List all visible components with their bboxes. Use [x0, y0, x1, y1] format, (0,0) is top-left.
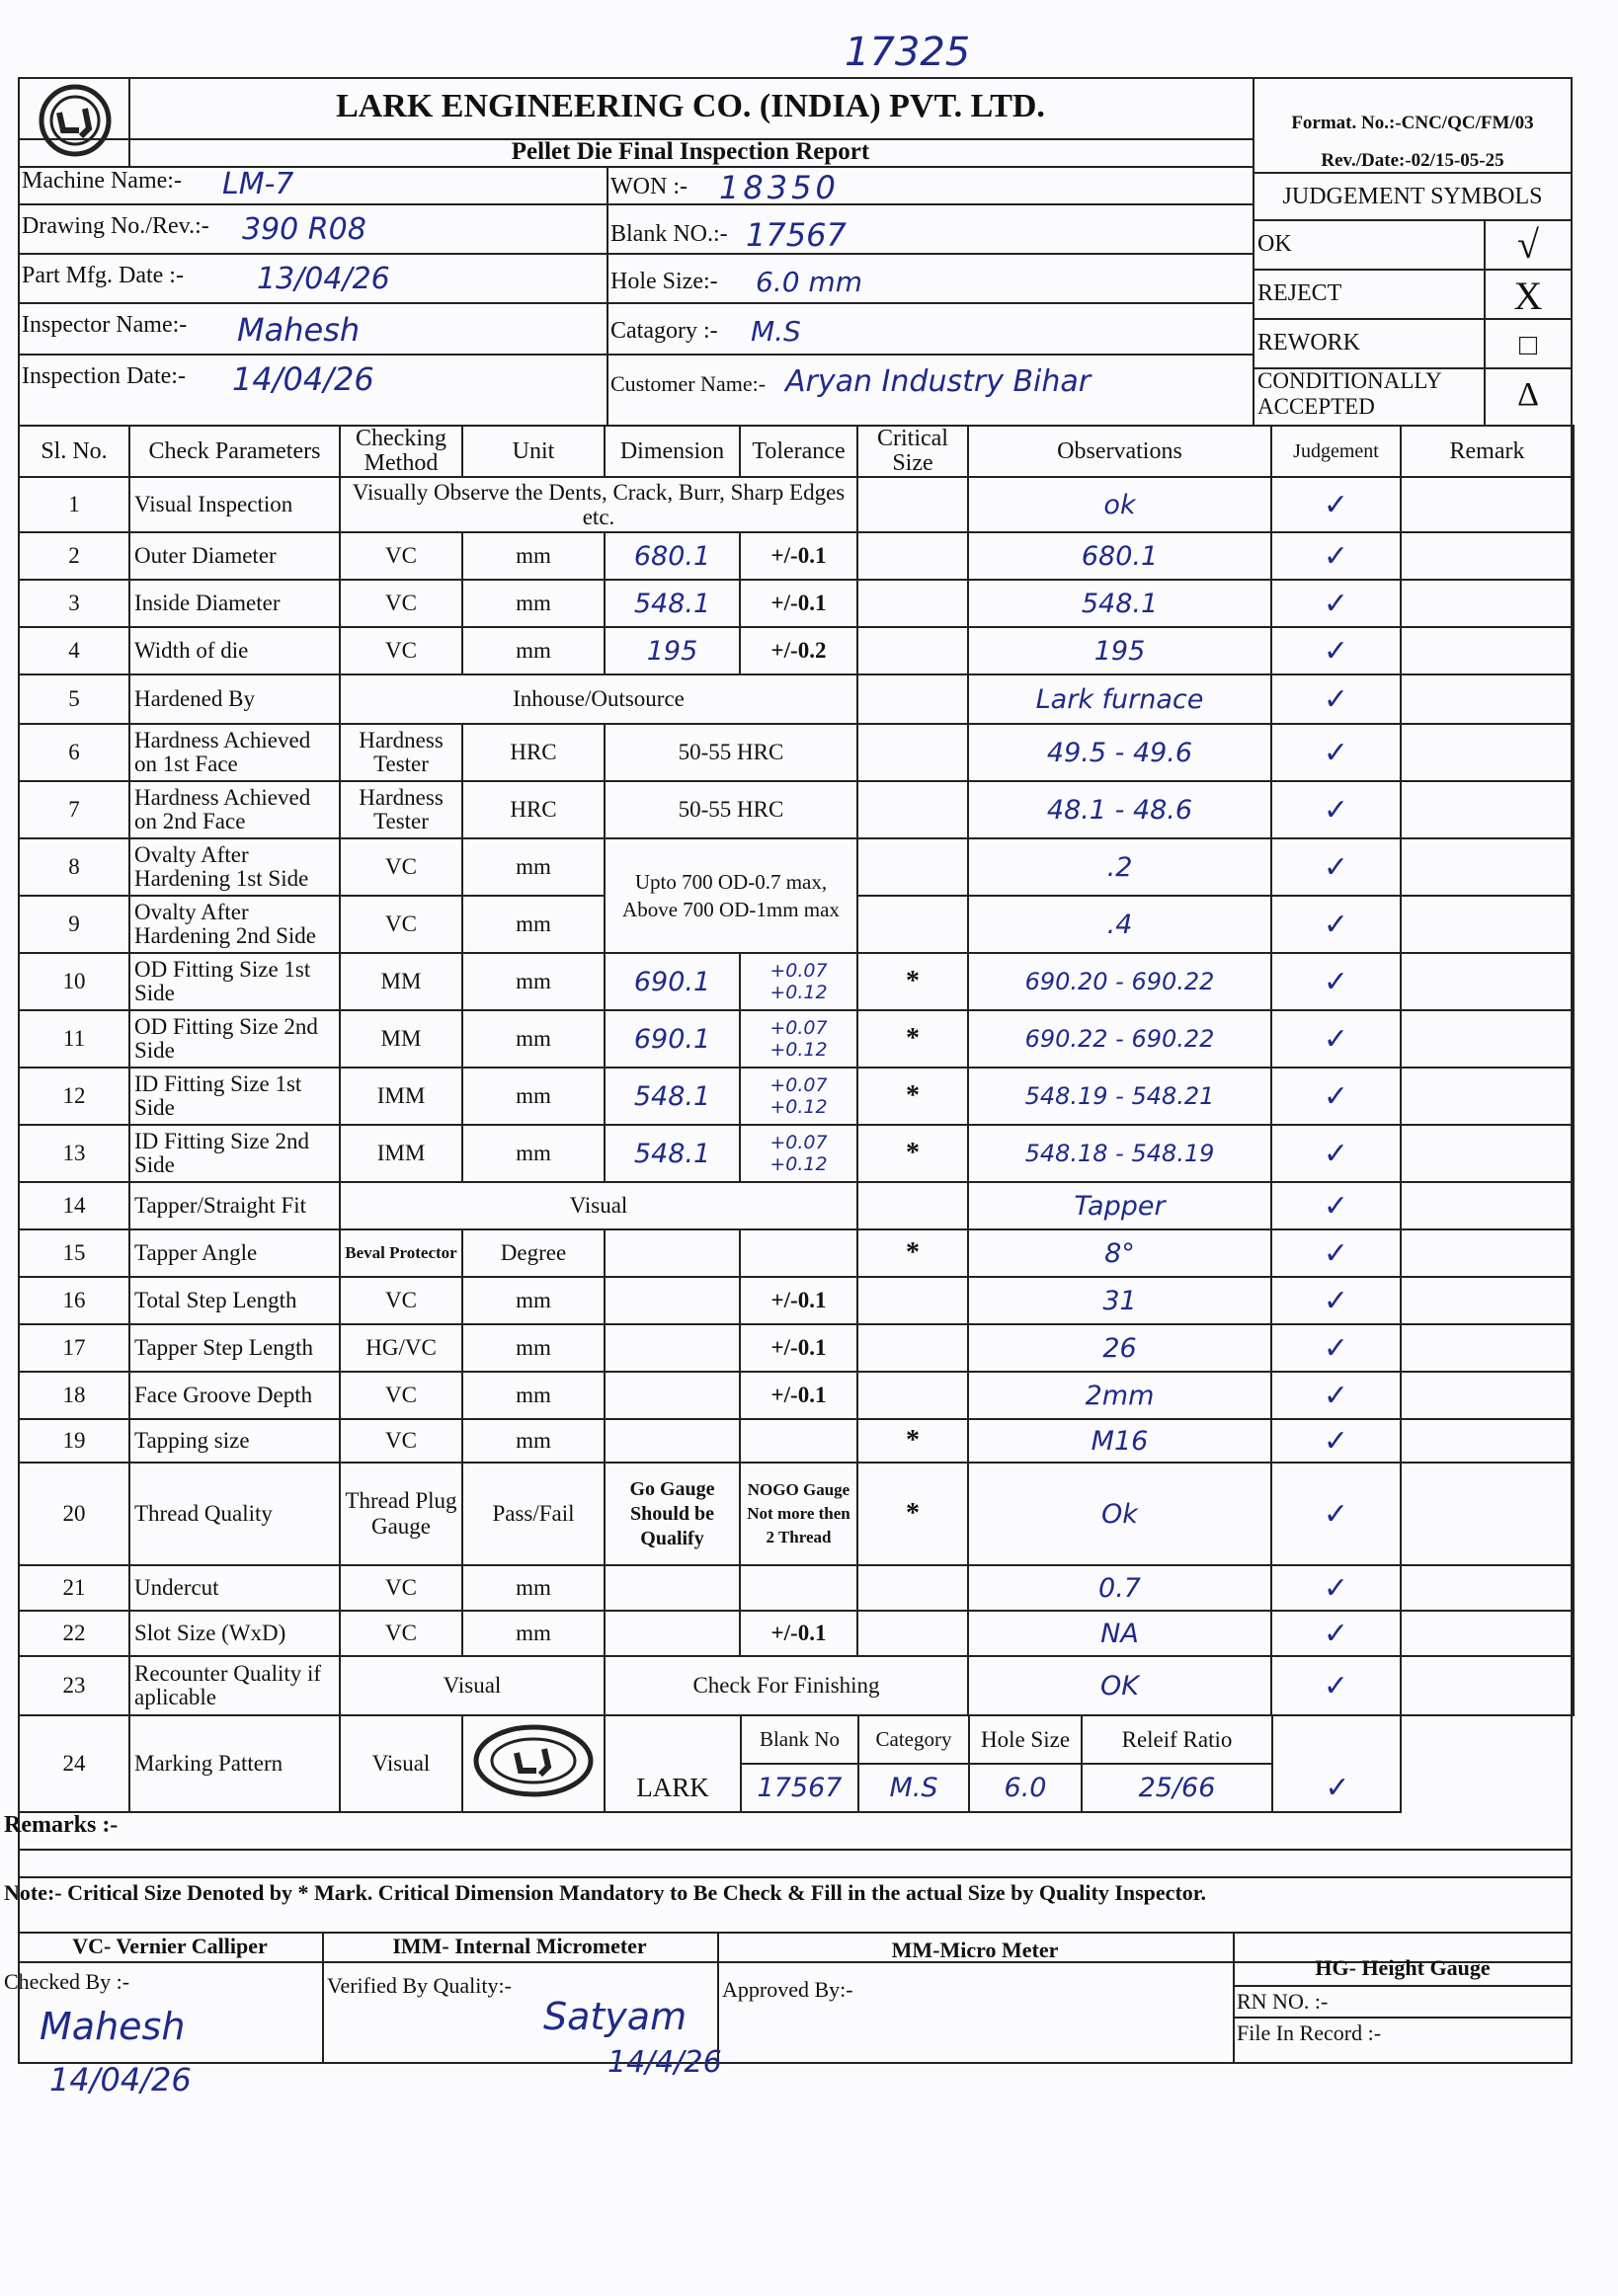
row-tolerance-lower: +0.12: [769, 1096, 828, 1118]
row-unit: mm: [462, 1611, 605, 1656]
table-row: [19, 1324, 1574, 1372]
row-tolerance-upper: +0.07: [769, 1017, 828, 1039]
legend-imm: IMM- Internal Micrometer: [392, 1934, 647, 1958]
table-row: [19, 838, 1574, 896]
row-judgement: ✓: [1271, 838, 1401, 896]
row-tolerance-lower: +0.12: [769, 1153, 828, 1175]
row-param: Tapper Step Length: [129, 1324, 340, 1372]
row-method: HG/VC: [340, 1324, 462, 1372]
row-tolerance-lower: +0.12: [769, 982, 828, 1003]
row-observation: .2: [968, 838, 1271, 896]
critical-asterisk: *: [857, 1068, 968, 1125]
row-param: Total Step Length: [129, 1277, 340, 1324]
report-title: Pellet Die Final Inspection Report: [511, 138, 870, 165]
row-param: Ovalty After Hardening 2nd Side: [129, 896, 340, 953]
table-row: [19, 1125, 1574, 1182]
row-dimension: 680.1: [605, 532, 740, 580]
row-observation: 26: [968, 1324, 1271, 1372]
row-observation: 680.1: [968, 532, 1271, 580]
row-observation: Tapper: [968, 1182, 1271, 1229]
handwritten-doc-number: 17325: [845, 30, 971, 75]
row-method: Beval Protector: [340, 1229, 462, 1277]
row-sl: 13: [19, 1125, 129, 1182]
row-sl: 5: [19, 674, 129, 724]
inspection-table: [18, 425, 1575, 1813]
row-sl: 16: [19, 1277, 129, 1324]
row-span-text: Visually Observe the Dents, Crack, Burr, Sharp Edges etc.: [340, 477, 857, 532]
col-dimension: Dimension: [605, 426, 740, 477]
row-sl: 22: [19, 1611, 129, 1656]
row-span-check: Check For Finishing: [605, 1656, 968, 1715]
critical-size-note: Note:- Critical Size Denoted by * Mark. Critical Dimension Mandatory to Be Check & Fill in the actual Size by Quality Inspector.: [4, 1880, 1207, 1905]
table-row: [19, 1277, 1574, 1324]
table-header-row: [19, 426, 1574, 477]
row-param: Face Groove Depth: [129, 1372, 340, 1419]
row-param: Hardness Achieved on 2nd Face: [129, 781, 340, 838]
rework-square-icon: □: [1518, 329, 1538, 361]
row-param: Thread Quality: [129, 1463, 340, 1565]
machine-name-label: Machine Name:-: [22, 168, 182, 194]
row-judgement: ✓: [1271, 1372, 1401, 1419]
critical-asterisk: *: [857, 1419, 968, 1463]
inspector-name-value: Mahesh: [237, 311, 361, 349]
marking-details: [606, 1716, 1401, 1811]
row-method: Visual: [340, 1715, 462, 1812]
row-tolerance: +/-0.1: [740, 1611, 857, 1656]
row-tolerance-upper: +0.07: [769, 1074, 828, 1096]
symbol-reject-label: REJECT: [1257, 280, 1342, 306]
verified-by-date: 14/4/26: [607, 2045, 722, 2080]
row-observation: Ok: [968, 1463, 1271, 1565]
row-method: MM: [340, 953, 462, 1010]
row-tolerance: +/-0.1: [740, 1277, 857, 1324]
table-row: [19, 1463, 1574, 1565]
inspector-name-label: Inspector Name:-: [22, 312, 188, 338]
row-tolerance: NOGO Gauge Not more then 2 Thread: [740, 1463, 857, 1565]
table-row: [19, 1611, 1574, 1656]
row-sl: 7: [19, 781, 129, 838]
row-param: Slot Size (WxD): [129, 1611, 340, 1656]
relief-ratio-value: 25/66: [1082, 1764, 1272, 1811]
row-param: Tapper/Straight Fit: [129, 1182, 340, 1229]
row-judgement: ✓: [1271, 627, 1401, 674]
col-observations: Observations: [968, 426, 1271, 477]
row-observation: 195: [968, 627, 1271, 674]
drawing-no-value: 390 R08: [242, 212, 366, 247]
row-judgement: ✓: [1271, 724, 1401, 781]
row-judgement: ✓: [1271, 896, 1401, 953]
row-observation: .4: [968, 896, 1271, 953]
row-method: Hardness Tester: [340, 781, 462, 838]
row-unit: mm: [462, 1068, 605, 1125]
row-tolerance: +/-0.2: [740, 627, 857, 674]
row-tolerance: +/-0.1: [740, 532, 857, 580]
row-sl: 3: [19, 580, 129, 627]
row-unit: mm: [462, 896, 605, 953]
row-unit: mm: [462, 532, 605, 580]
row-param: Hardness Achieved on 1st Face: [129, 724, 340, 781]
revision-date: Rev./Date:-02/15-05-25: [1321, 150, 1504, 171]
row-param: Inside Diameter: [129, 580, 340, 627]
row-method: IMM: [340, 1068, 462, 1125]
critical-asterisk: *: [857, 953, 968, 1010]
col-check-parameters: Check Parameters: [129, 426, 340, 477]
row-sl: 14: [19, 1182, 129, 1229]
legend-hg: HG- Height Gauge: [1315, 1955, 1491, 1980]
row-tolerance: +/-0.1: [740, 1324, 857, 1372]
row-judgement: ✓: [1271, 1182, 1401, 1229]
table-row: [19, 1656, 1574, 1715]
relief-ratio-label: Releif Ratio: [1082, 1716, 1272, 1764]
row-dimension-tolerance: 50-55 HRC: [605, 781, 857, 838]
row-unit: mm: [462, 580, 605, 627]
hole-size-value: 6.0: [969, 1764, 1082, 1811]
col-tolerance: Tolerance: [740, 426, 857, 477]
table-row: [19, 627, 1574, 674]
row-dimension: 690.1: [605, 1010, 740, 1068]
table-row: [19, 1565, 1574, 1611]
row-tolerance-upper: +0.07: [769, 960, 828, 982]
drawing-no-label: Drawing No./Rev.:-: [22, 213, 209, 239]
row-sl: 2: [19, 532, 129, 580]
row-param: OD Fitting Size 1st Side: [129, 953, 340, 1010]
checked-by-date: 14/04/26: [49, 2061, 192, 2098]
lark-text: LARK: [606, 1764, 741, 1811]
row-observation: 31: [968, 1277, 1271, 1324]
hole-size-label: Hole Size: [969, 1716, 1082, 1764]
row-unit: HRC: [462, 781, 605, 838]
row-judgement: ✓: [1271, 1068, 1401, 1125]
col-unit: Unit: [462, 426, 605, 477]
row-param: Tapper Angle: [129, 1229, 340, 1277]
row-param: OD Fitting Size 2nd Side: [129, 1010, 340, 1068]
row-sl: 17: [19, 1324, 129, 1372]
row-dimension: 548.1: [605, 1125, 740, 1182]
row-observation: 2mm: [968, 1372, 1271, 1419]
verified-by-label: Verified By Quality:-: [327, 1973, 512, 1998]
row-unit: mm: [462, 1010, 605, 1068]
row-observation: 548.19 - 548.21: [968, 1068, 1271, 1125]
row-tolerance: +/-0.1: [740, 1372, 857, 1419]
row-judgement: ✓: [1271, 1656, 1401, 1715]
critical-asterisk: *: [857, 1010, 968, 1068]
row-observation: 48.1 - 48.6: [968, 781, 1271, 838]
row-sl: 23: [19, 1656, 129, 1715]
row-sl: 1: [19, 477, 129, 532]
row-judgement: ✓: [1271, 1229, 1401, 1277]
row-judgement: ✓: [1272, 1764, 1401, 1811]
row-method: MM: [340, 1010, 462, 1068]
row-judgement: ✓: [1271, 1125, 1401, 1182]
row-sl: 4: [19, 627, 129, 674]
part-mfg-date-value: 13/04/26: [257, 262, 390, 296]
critical-asterisk: *: [857, 1125, 968, 1182]
file-in-record-label: File In Record :-: [1237, 2020, 1382, 2045]
machine-name-value: LM-7: [222, 167, 294, 201]
row-param: Marking Pattern: [129, 1715, 340, 1812]
row-unit: mm: [462, 1419, 605, 1463]
won-label: WON :-: [610, 174, 688, 199]
won-value: 18350: [719, 169, 840, 206]
row-unit: Degree: [462, 1229, 605, 1277]
row-judgement: ✓: [1271, 1463, 1401, 1565]
judgement-symbols-title: JUDGEMENT SYMBOLS: [1282, 184, 1543, 209]
category-label: Catagory :-: [610, 318, 718, 344]
row-span-text: Visual: [340, 1182, 857, 1229]
row-sl: 24: [19, 1715, 129, 1812]
row-dimension: 195: [605, 627, 740, 674]
row-unit: mm: [462, 953, 605, 1010]
row-unit: mm: [462, 1125, 605, 1182]
checked-by-signature: Mahesh: [40, 2005, 186, 2048]
row-sl: 8: [19, 838, 129, 896]
row-method: VC: [340, 1565, 462, 1611]
inspection-date-value: 14/04/26: [232, 360, 374, 398]
row-sl: 19: [19, 1419, 129, 1463]
customer-name-label: Customer Name:-: [610, 371, 767, 396]
row-sl: 11: [19, 1010, 129, 1068]
table-row: [19, 1419, 1574, 1463]
row-observation: NA: [968, 1611, 1271, 1656]
hole-size-label: Hole Size:-: [610, 269, 718, 294]
table-row: [19, 953, 1574, 1010]
row-span-text: Inhouse/Outsource: [340, 674, 857, 724]
row-param: ID Fitting Size 1st Side: [129, 1068, 340, 1125]
reject-cross-icon: X: [1513, 274, 1543, 318]
row-tolerance-lower: +0.12: [769, 1039, 828, 1061]
conditional-triangle-icon: Δ: [1517, 376, 1539, 413]
col-remark: Remark: [1401, 426, 1574, 477]
table-row: [19, 781, 1574, 838]
row-dimension: 690.1: [605, 953, 740, 1010]
row-param: Recounter Quality if aplicable: [129, 1656, 340, 1715]
row-method: VC: [340, 1372, 462, 1419]
approved-by-label: Approved By:-: [722, 1977, 853, 2002]
row-judgement: ✓: [1271, 674, 1401, 724]
row-param: ID Fitting Size 2nd Side: [129, 1125, 340, 1182]
row-unit: mm: [462, 1277, 605, 1324]
legend-vc: VC- Vernier Calliper: [72, 1934, 268, 1958]
marking-pattern-row: [19, 1715, 1574, 1812]
row-unit: mm: [462, 627, 605, 674]
row-param: Tapping size: [129, 1419, 340, 1463]
row-method: VC: [340, 1277, 462, 1324]
legend-mm: MM-Micro Meter: [891, 1938, 1059, 1962]
row-judgement: ✓: [1271, 1010, 1401, 1068]
row-observation: OK: [968, 1656, 1271, 1715]
row-sl: 9: [19, 896, 129, 953]
company-name: LARK ENGINEERING CO. (INDIA) PVT. LTD.: [336, 88, 1045, 124]
row-method: VC: [340, 896, 462, 953]
remarks-label: Remarks :-: [4, 1812, 119, 1838]
table-row: [19, 1372, 1574, 1419]
row-judgement: ✓: [1271, 1324, 1401, 1372]
row-judgement: ✓: [1271, 1565, 1401, 1611]
customer-name-value: Aryan Industry Bihar: [785, 364, 1092, 399]
row-param: Outer Diameter: [129, 532, 340, 580]
checked-by-label: Checked By :-: [4, 1969, 130, 1994]
row-judgement: ✓: [1271, 477, 1401, 532]
category-label: Category: [858, 1716, 969, 1764]
row-judgement: ✓: [1271, 781, 1401, 838]
table-row: [19, 674, 1574, 724]
row-method: VC: [340, 838, 462, 896]
row-span-method: Visual: [340, 1656, 605, 1715]
symbol-conditional-label: CONDITIONALLY ACCEPTED: [1257, 368, 1441, 419]
row-method: VC: [340, 627, 462, 674]
row-observation: 548.18 - 548.19: [968, 1125, 1271, 1182]
row-sl: 20: [19, 1463, 129, 1565]
blank-no-value: 17567: [746, 216, 847, 254]
row-observation: M16: [968, 1419, 1271, 1463]
row-unit: mm: [462, 838, 605, 896]
verified-by-signature: Satyam: [543, 1995, 688, 2038]
row-observation: 690.20 - 690.22: [968, 953, 1271, 1010]
row-judgement: ✓: [1271, 1419, 1401, 1463]
row-method: Hardness Tester: [340, 724, 462, 781]
row-sl: 18: [19, 1372, 129, 1419]
row-param: Undercut: [129, 1565, 340, 1611]
row-dimension: 548.1: [605, 580, 740, 627]
blank-no-label: Blank No: [741, 1716, 858, 1764]
row-method: IMM: [340, 1125, 462, 1182]
row-param: Visual Inspection: [129, 477, 340, 532]
row-observation: Lark furnace: [968, 674, 1271, 724]
row-observation: 548.1: [968, 580, 1271, 627]
row-sl: 10: [19, 953, 129, 1010]
row-judgement: ✓: [1271, 580, 1401, 627]
part-mfg-date-label: Part Mfg. Date :-: [22, 263, 184, 288]
row-observation: 8°: [968, 1229, 1271, 1277]
symbol-rework-label: REWORK: [1257, 330, 1360, 356]
category-value: M.S: [858, 1764, 969, 1811]
row-judgement: ✓: [1271, 1277, 1401, 1324]
row-method: VC: [340, 1419, 462, 1463]
row-unit: mm: [462, 1324, 605, 1372]
table-row: [19, 477, 1574, 532]
category-value: M.S: [751, 315, 801, 348]
table-row: [19, 1010, 1574, 1068]
row-method: VC: [340, 580, 462, 627]
row-tolerance: +/-0.1: [740, 580, 857, 627]
row-param: Hardened By: [129, 674, 340, 724]
row-tolerance-upper: +0.07: [769, 1132, 828, 1153]
symbol-ok-label: OK: [1257, 231, 1292, 257]
row-unit: mm: [462, 1565, 605, 1611]
hole-size-value: 6.0 mm: [756, 266, 862, 298]
row-sl: 6: [19, 724, 129, 781]
row-observation: 690.22 - 690.22: [968, 1010, 1271, 1068]
row-dimension-tolerance: 50-55 HRC: [605, 724, 857, 781]
col-checking-method: Checking Method: [340, 426, 462, 477]
row-method: Thread Plug Gauge: [340, 1463, 462, 1565]
row-observation: ok: [968, 477, 1271, 532]
table-row: [19, 580, 1574, 627]
blank-no-label: Blank NO.:-: [610, 221, 728, 247]
table-row: [19, 532, 1574, 580]
ok-check-icon: √: [1517, 222, 1539, 267]
row-judgement: ✓: [1271, 953, 1401, 1010]
table-row: [19, 724, 1574, 781]
row-sl: 12: [19, 1068, 129, 1125]
row-dimension-tolerance: Upto 700 OD-0.7 max, Above 700 OD-1mm max: [605, 838, 857, 953]
critical-asterisk: *: [857, 1229, 968, 1277]
row-param: Width of die: [129, 627, 340, 674]
col-sl: Sl. No.: [19, 426, 129, 477]
table-row: [19, 1182, 1574, 1229]
critical-asterisk: *: [857, 1463, 968, 1565]
row-unit: HRC: [462, 724, 605, 781]
row-method: VC: [340, 1611, 462, 1656]
format-number: Format. No.:-CNC/QC/FM/03: [1291, 113, 1534, 133]
rn-no-label: RN NO. :-: [1237, 1989, 1329, 2014]
row-unit: Pass/Fail: [462, 1463, 605, 1565]
table-row: [19, 1068, 1574, 1125]
row-judgement: ✓: [1271, 532, 1401, 580]
row-observation: 49.5 - 49.6: [968, 724, 1271, 781]
blank-no-value: 17567: [741, 1764, 858, 1811]
row-dimension: 548.1: [605, 1068, 740, 1125]
row-sl: 15: [19, 1229, 129, 1277]
row-observation: 0.7: [968, 1565, 1271, 1611]
inspection-date-label: Inspection Date:-: [22, 363, 186, 389]
table-row: [19, 1229, 1574, 1277]
row-method: VC: [340, 532, 462, 580]
marking-logo: [462, 1715, 605, 1812]
company-logo: [30, 83, 121, 158]
col-judgement: Judgement: [1271, 426, 1401, 477]
row-dimension: Go Gauge Should be Qualify: [605, 1463, 740, 1565]
row-sl: 21: [19, 1565, 129, 1611]
row-param: Ovalty After Hardening 1st Side: [129, 838, 340, 896]
row-judgement: ✓: [1271, 1611, 1401, 1656]
col-critical-size: Critical Size: [857, 426, 968, 477]
row-unit: mm: [462, 1372, 605, 1419]
